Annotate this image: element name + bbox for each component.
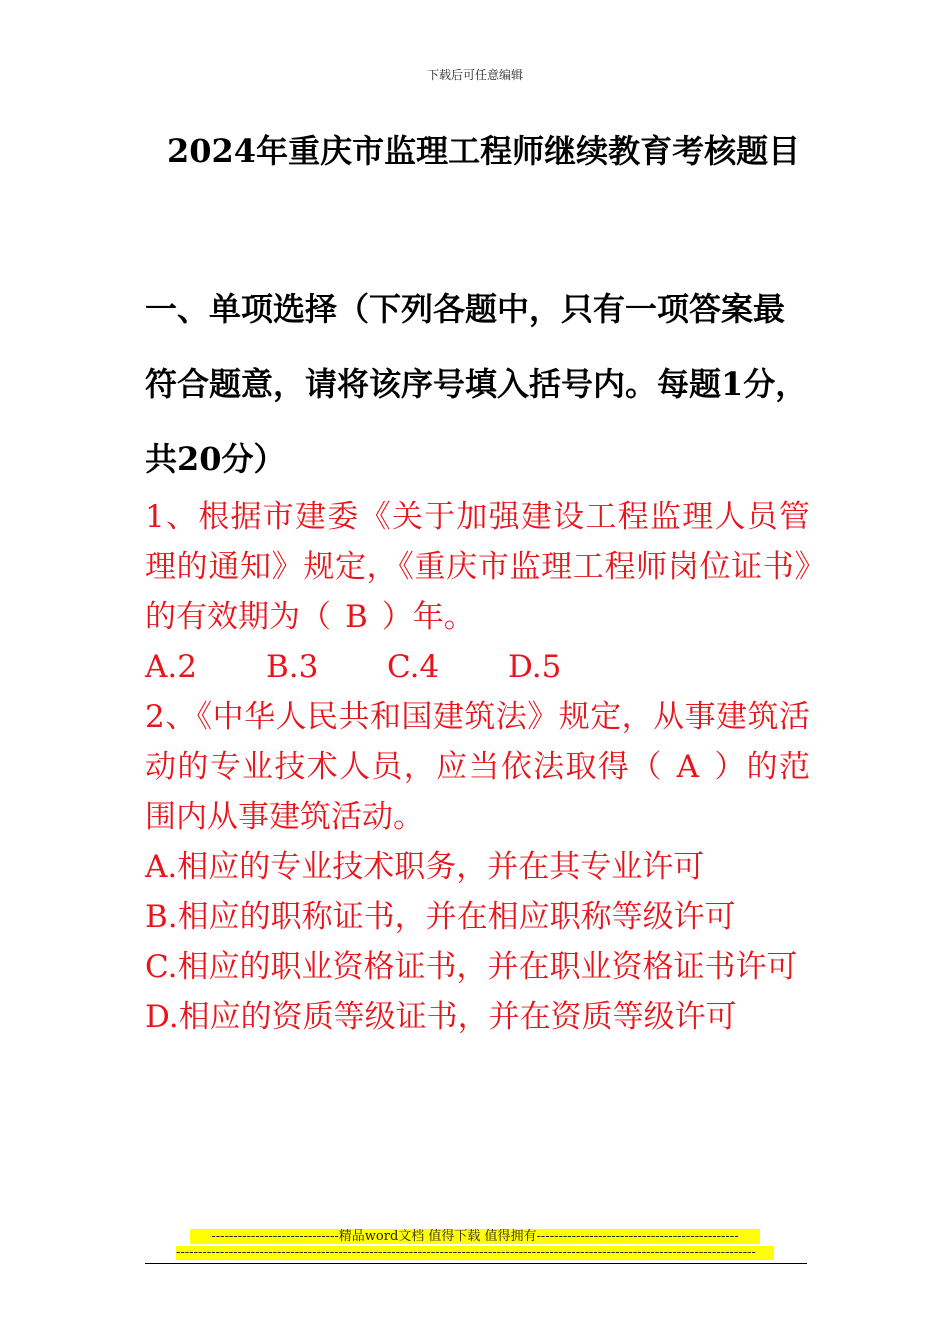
question-1-options	[145, 642, 810, 692]
question-2-text: 2、《中华人民共和国建筑法》规定，从事建筑活动的专业技术人员，应当依法取得（	[145, 699, 810, 785]
header-note: 下载后可任意编辑	[426, 68, 523, 82]
question-1-text: 1、根据市建委《关于加强建设工程监理人员管理的通知》规定，《重庆市监理工程师岗位证书》的有效期为（	[145, 499, 810, 635]
section-heading: 一、单项选择（下列各题中，只有一项答案最符合题意，请将该序号填入括号内。每题1分，共20分）	[145, 290, 808, 478]
option: A.2	[145, 649, 197, 685]
document-title: 2024年重庆市监理工程师继续教育考核题目	[167, 132, 801, 170]
question-1-text-end: ）年。	[381, 599, 475, 635]
question-stem	[145, 492, 810, 642]
footer-divider	[145, 1263, 807, 1264]
question-2-text-end: ）的范围内从事建筑活动。	[145, 749, 811, 835]
option: D.相应的资质等级证书，并在资质等级许可	[145, 999, 737, 1035]
option: B.3	[266, 649, 319, 685]
option: D.5	[508, 649, 562, 685]
question-stem	[145, 692, 810, 842]
question-list	[145, 492, 810, 1042]
footer-dashes: ------------------------------------------------------------------------------------------------------------------------------------	[176, 1246, 774, 1260]
option: B.相应的职称证书，并在相应职称等级许可	[145, 899, 736, 935]
option: C.4	[387, 649, 440, 685]
footer-banner: -----------------------------精品word文档 值得下载 值得拥有----------------------------------------------	[190, 1229, 760, 1244]
option: A.相应的专业技术职务，并在其专业许可	[145, 849, 705, 885]
option: C.相应的职业资格证书，并在职业资格证书许可	[145, 949, 798, 985]
question-2-answer: A	[676, 749, 699, 785]
question-1-answer: B	[345, 599, 368, 635]
